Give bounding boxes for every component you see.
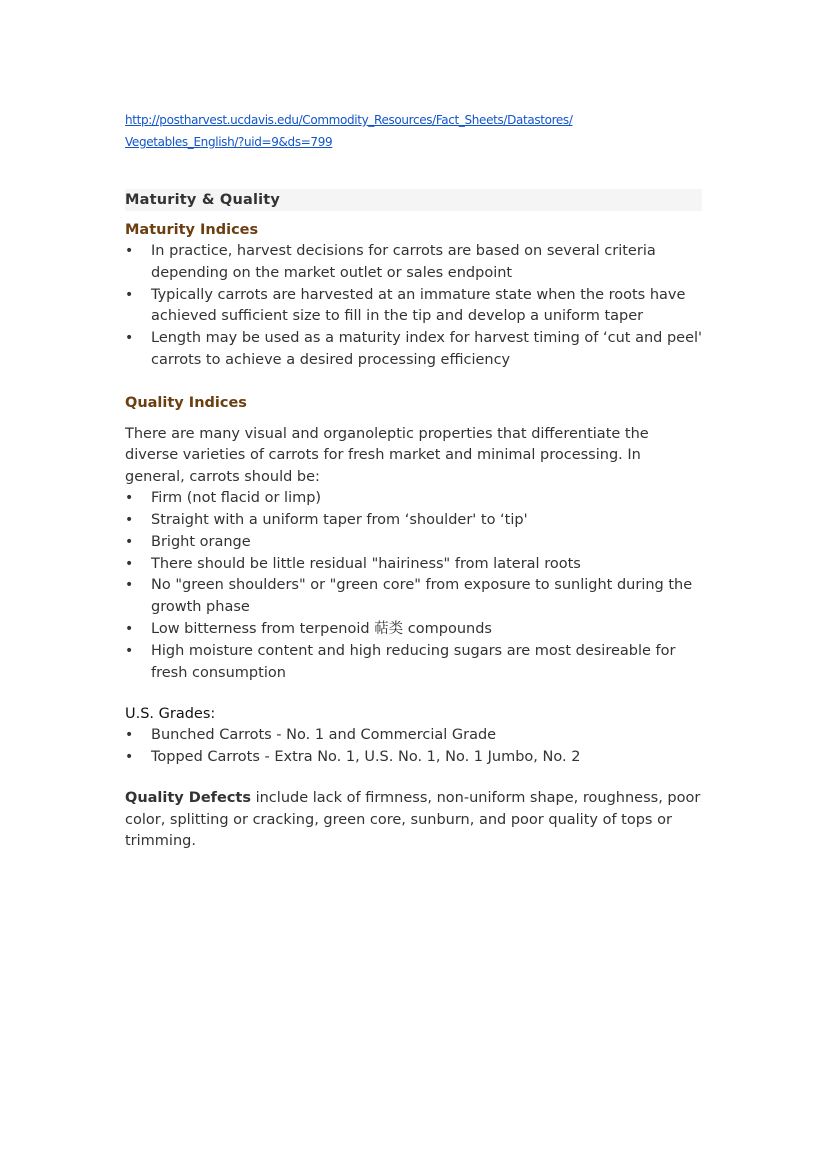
list-item: • Low bitterness from terpenoid 萜类 compounds: [125, 619, 702, 641]
bullet-icon: •: [125, 286, 134, 303]
list-item: • There should be little residual "hairiness" from lateral roots: [125, 554, 702, 576]
quality-list: [125, 488, 702, 684]
bullet-icon: •: [125, 749, 134, 766]
section-title: Maturity & Quality: [125, 189, 702, 211]
list-item: • Length may be used as a maturity index for harvest timing of ‘cut and peel' carrots to achieve a desired processing efficiency: [125, 330, 703, 368]
bullet-icon: •: [125, 330, 134, 347]
list-item: • No "green shoulders" or "green core" from exposure to sunlight during the growth phase: [125, 577, 693, 616]
bullet-icon: •: [125, 555, 134, 572]
bullet-icon: •: [125, 490, 134, 507]
list-item: • Bright orange: [125, 532, 702, 554]
bullet-icon: •: [125, 642, 134, 659]
grades-label: U.S. Grades:: [125, 706, 216, 723]
quality-defects-paragraph: [125, 788, 702, 853]
list-item: • Firm (not flacid or limp): [125, 488, 702, 510]
maturity-list: [125, 241, 702, 372]
maturity-heading: Maturity Indices: [125, 222, 259, 238]
source-link-line-1[interactable]: http://postharvest.ucdavis.edu/Commodity_Resources/Fact_Sheets/Datastores/: [125, 113, 573, 127]
bullet-icon: •: [125, 243, 134, 259]
document-page: [125, 109, 702, 853]
quality-defects-label: Quality Defects: [125, 790, 251, 807]
list-item: • Straight with a uniform taper from ‘shoulder' to ‘tip': [125, 510, 702, 532]
bullet-icon: •: [125, 577, 134, 594]
list-item: • High moisture content and high reducing sugars are most desireable for fresh consumption: [125, 642, 676, 681]
list-item: • Typically carrots are harvested at an immature state when the roots have achieved sufficient size to fill in the tip and develop a uniform taper: [125, 286, 686, 325]
quality-intro: There are many visual and organoleptic properties that differentiate the diverse varieties of carrots for fresh market and minimal processing. In general, carrots should be:: [125, 425, 649, 485]
bullet-icon: •: [125, 512, 134, 529]
bullet-icon: •: [125, 621, 134, 638]
quality-heading: Quality Indices: [125, 394, 247, 411]
list-item: • In practice, harvest decisions for carrots are based on several criteria depending on the market outlet or sales endpoint: [125, 243, 656, 281]
list-item: • Bunched Carrots - No. 1 and Commercial Grade: [125, 725, 702, 747]
bullet-icon: •: [125, 727, 134, 744]
bullet-icon: •: [125, 533, 134, 550]
source-link-line-2[interactable]: Vegetables_English/?uid=9&ds=799: [125, 135, 333, 149]
list-item: • Topped Carrots - Extra No. 1, U.S. No. 1, No. 1 Jumbo, No. 2: [125, 747, 702, 769]
grades-list: [125, 725, 702, 769]
quality-defects-text: include lack of firmness, non-uniform shape, roughness, poor color, splitting or cracking, green core, sunburn, and poor quality of tops or trimming.: [125, 790, 701, 850]
